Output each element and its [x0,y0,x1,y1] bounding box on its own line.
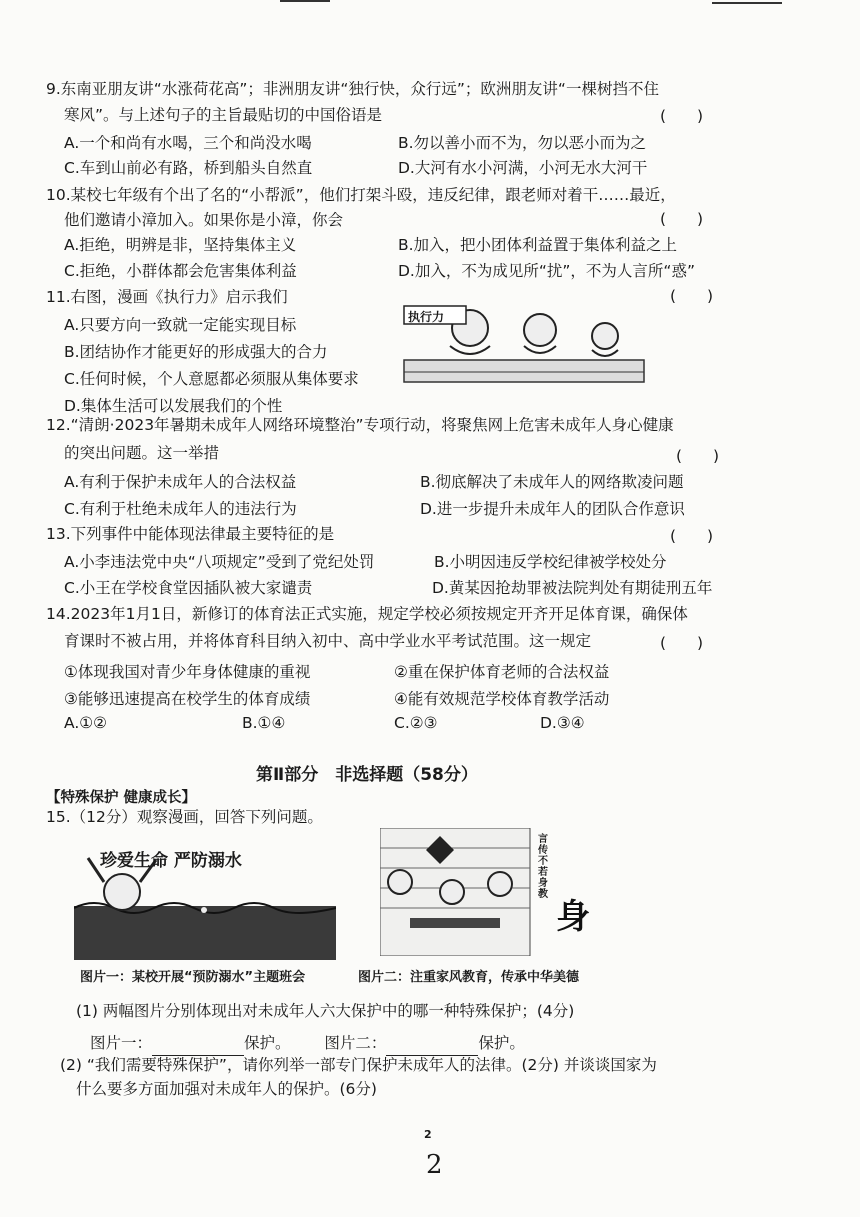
q14-option-d: D.③④ [540,714,585,732]
picture-one-title: 珍爱生命 严防溺水 [100,851,242,871]
q9-option-a: A.一个和尚有水喝，三个和尚没水喝 [64,134,312,152]
q10-option-c: C.拒绝，小群体都会危害集体利益 [64,262,297,280]
page-number-small: 2 [424,1128,432,1141]
q11-answer-paren: ( ) [670,287,714,305]
section-heading: 【特殊保护 健康成长】 [46,790,197,806]
q13-option-a: A.小李违法党中央“八项规定”受到了党纪处罚 [64,553,375,571]
q12-option-b: B.彻底解决了未成年人的网络欺凌问题 [420,473,684,491]
q15-intro: 15.（12分）观察漫画，回答下列问题。 [46,808,323,826]
q14-statement-3: ③能够迅速提高在校学生的体育成绩 [64,690,311,708]
q14-stem-line1: 14.2023年1月1日，新修订的体育法正式实施，规定学校必须按规定开齐开足体育课，确保体 [46,605,688,623]
q15-sub2-line1: (2) “我们需要特殊保护”，请你列举一部专门保护未成年人的法律。(2分) 并谈谈国家为 [60,1056,657,1074]
q13-option-b: B.小明因违反学校纪律被学校处分 [434,553,667,571]
q14-statement-2: ②重在保护体育老师的合法权益 [394,663,610,681]
q12-option-d: D.进一步提升未成年人的团队合作意识 [420,500,685,518]
cartoon-label: 执行力 [408,310,445,324]
q14-answer-paren: ( ) [660,634,704,652]
scan-mark-right [712,2,782,4]
q14-option-c: C.②③ [394,714,438,732]
q10-option-a: A.拒绝，明辨是非，坚持集体主义 [64,236,297,254]
q15-sub2-line2: 什么要多方面加强对未成年人的保护。(6分) [76,1080,377,1098]
q9-stem-line1: 9.东南亚朋友讲“水涨荷花高”；非洲朋友讲“独行快，众行远”；欧洲朋友讲“一棵树挡不住 [46,80,659,98]
q13-stem: 13.下列事件中能体现法律最主要特征的是 [46,525,335,543]
q12-stem-line2: 的突出问题。这一举措 [64,444,220,462]
q12-stem-line1: 12.“清朗·2023年暑期未成年人网络环境整治”专项行动，将聚焦网上危害未成年人身心健康 [46,416,674,434]
picture-one-drowning [74,836,336,960]
caption-picture-one: 图片一：某校开展“预防溺水”主题班会 [80,970,306,985]
q14-option-a: A.①② [64,714,108,732]
q14-stem-line2: 育课时不被占用，并将体育科目纳入初中、高中学业水平考试范围。这一规定 [64,632,592,650]
q10-stem-line1: 10.某校七年级有个出了名的“小帮派”，他们打架斗殴，违反纪律，跟老师对着干……最近， [46,186,676,204]
q9-option-c: C.车到山前必有路，桥到船头自然直 [64,159,313,177]
q13-answer-paren: ( ) [670,527,714,545]
fill1-label: 图片一： [90,1034,153,1052]
q9-answer-paren: ( ) [660,107,704,125]
q9-stem-line2: 寒风”。与上述句子的主旨最贴切的中国俗语是 [64,106,383,124]
execution-cartoon [400,300,648,396]
q11-option-b: B.团结协作才能更好的形成强大的合力 [64,343,328,361]
q12-answer-paren: ( ) [676,447,720,465]
q12-option-a: A.有利于保护未成年人的合法权益 [64,473,297,491]
q10-option-b: B.加入，把小团体利益置于集体利益之上 [398,236,678,254]
q12-option-c: C.有利于杜绝未成年人的违法行为 [64,500,297,518]
q15-sub1: (1) 两幅图片分别体现出对未成年人六大保护中的哪一种特殊保护；(4分) [76,1002,575,1020]
page-number-large: 2 [426,1150,443,1180]
q14-statement-1: ①体现我国对青少年身体健康的重视 [64,663,311,681]
scan-mark-left [280,0,330,2]
fill2-suffix: 保护。 [478,1034,525,1052]
q13-option-d: D.黄某因抢劫罪被法院判处有期徒刑五年 [432,579,713,597]
fill2-label: 图片二： [324,1034,387,1052]
q14-statement-4: ④能有效规范学校体育教学活动 [394,690,610,708]
q10-option-d: D.加入，不为成见所“扰”，不为人言所“惑” [398,262,695,280]
picture-two-side-text: 言传不若身教 [538,834,548,900]
q11-option-c: C.任何时候，个人意愿都必须服从集体要求 [64,370,359,388]
q10-answer-paren: ( ) [660,210,704,228]
part2-title: 第Ⅱ部分 非选择题（58分） [256,765,478,785]
q11-option-d: D.集体生活可以发展我们的个性 [64,397,283,415]
caption-picture-two: 图片二：注重家风教育，传承中华美德 [358,970,580,985]
q11-option-a: A.只要方向一致就一定能实现目标 [64,316,297,334]
svg-text:身: 身 [556,897,590,937]
q10-stem-line2: 他们邀请小漳加入。如果你是小漳，你会 [64,211,344,229]
fill1-suffix: 保护。 [244,1034,291,1052]
q9-option-d: D.大河有水小河满，小河无水大河干 [398,159,648,177]
q14-option-b: B.①④ [242,714,286,732]
q13-option-c: C.小王在学校食堂因插队被大家谴责 [64,579,313,597]
picture-two-family [380,828,612,956]
q9-option-b: B.勿以善小而不为，勿以恶小而为之 [398,134,647,152]
q11-stem: 11.右图，漫画《执行力》启示我们 [46,288,288,306]
picture-two-drawing [380,828,612,956]
